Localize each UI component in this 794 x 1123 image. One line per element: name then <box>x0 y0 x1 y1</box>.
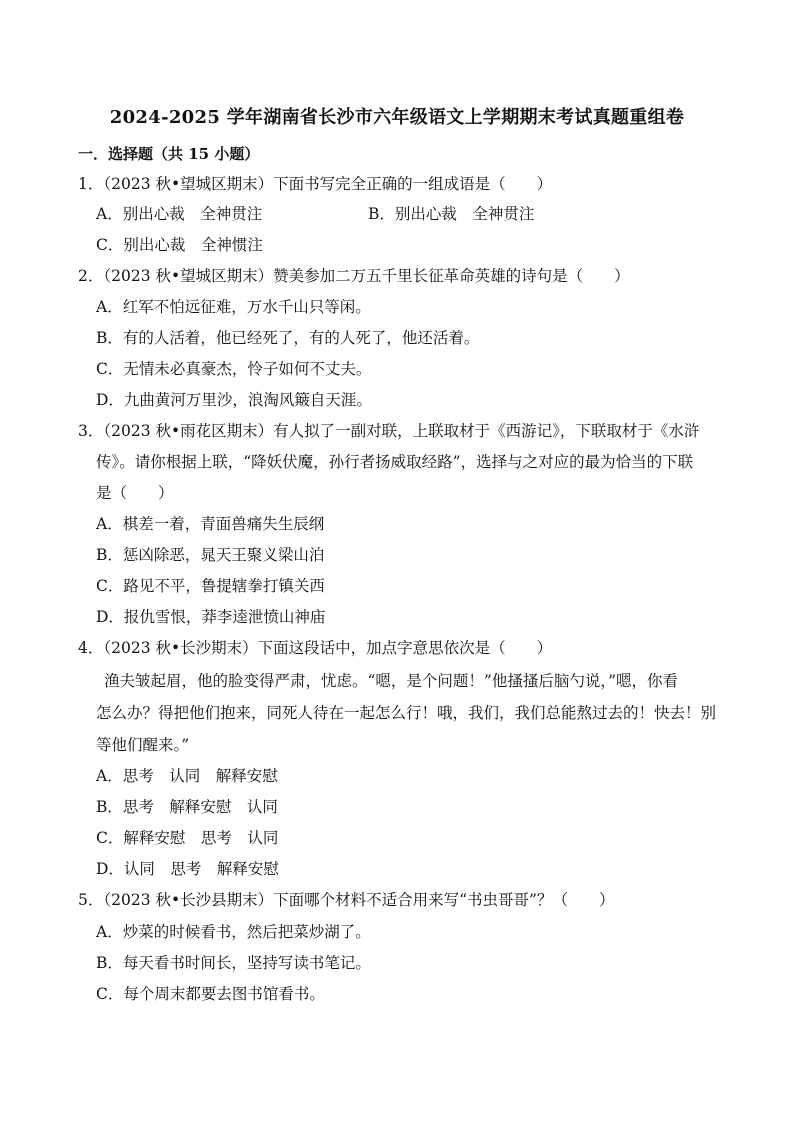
question-2-option-a: A．红军不怕远征难，万水千山只等闲。 <box>96 298 371 316</box>
section-heading: 一．选择题（共 15 小题） <box>78 145 260 163</box>
question-5-option-b: B．每天看书时间长，坚持写读书笔记。 <box>96 954 371 972</box>
question-2-stem: 2．（2023 秋•望城区期末）赞美参加二万五千里长征革命英雄的诗句是（ ） <box>78 267 630 285</box>
question-3-option-a: A．棋差一着，青面兽痛失生辰纲 <box>96 515 325 533</box>
question-1-stem: 1．（2023 秋•望城区期末）下面书写完全正确的一组成语是（ ） <box>78 175 553 193</box>
question-3-option-b: B．惩凶除恶，晁天王聚义梁山泊 <box>96 546 325 564</box>
question-3-option-d: D．报仇雪恨，莽李逵泄愤山神庙 <box>96 608 326 626</box>
question-5-option-a: A．炒菜的时候看书，然后把菜炒湖了。 <box>96 923 371 941</box>
question-4-option-b: B．思考 解释安慰 认同 <box>96 798 278 816</box>
question-4-option-c: C．解释安慰 思考 认同 <box>96 829 279 847</box>
question-2-option-d: D．九曲黄河万里沙，浪淘风簸自天涯。 <box>96 391 372 409</box>
question-4-stem: 4．（2023 秋•长沙期末）下面这段话中，加点字意思依次是（ ） <box>78 639 553 657</box>
page-title: 2024-2025 学年湖南省长沙市六年级语文上学期期末考试真题重组卷 <box>109 107 685 128</box>
question-1-option-c: C．别出心裁 全神惯注 <box>96 236 263 254</box>
question-4-option-a: A．思考 认同 解释安慰 <box>96 767 278 785</box>
question-4-passage-line-3: 等他们醒来。” <box>96 736 190 754</box>
question-2-option-b: B．有的人活着，他已经死了，有的人死了，他还活着。 <box>96 329 480 347</box>
question-3-option-c: C．路见不平，鲁提辖拳打镇关西 <box>96 577 325 595</box>
question-3-stem-line-3: 是（ ） <box>96 484 174 502</box>
question-3-stem-line-2: 传》。请你根据上联，“降妖伏魔，孙行者扬威取经路”，选择与之对应的最为恰当的下联 <box>96 453 694 471</box>
question-2-option-c: C．无情未必真豪杰，怜子如何不丈夫。 <box>96 360 372 378</box>
question-4-passage-line-1: 渔夫皱起眉，他的脸变得严肃，忧虑。“嗯，是个问题！”他搔搔后脑勺说，”嗯，你看 <box>104 672 679 690</box>
question-4-passage-line-2: 怎么办？得把他们抱来，同死人待在一起怎么行！哦，我们，我们总能熬过去的！快去！别 <box>96 704 717 722</box>
question-1-option-b: B．别出心裁 全神贯注 <box>368 205 535 223</box>
question-4-option-d: D．认同 思考 解释安慰 <box>96 860 279 878</box>
question-5-stem: 5．（2023 秋•长沙县期末）下面哪个材料不适合用来写“书虫哥哥”？（ ） <box>78 891 615 909</box>
question-1-option-a: A．别出心裁 全神贯注 <box>96 205 263 223</box>
question-5-option-c: C．每个周末都要去图书馆看书。 <box>96 985 325 1003</box>
question-3-stem-line-1: 3．（2023 秋•雨花区期末）有人拟了一副对联，上联取材于《西游记》，下联取材于《水浒 <box>78 422 700 440</box>
